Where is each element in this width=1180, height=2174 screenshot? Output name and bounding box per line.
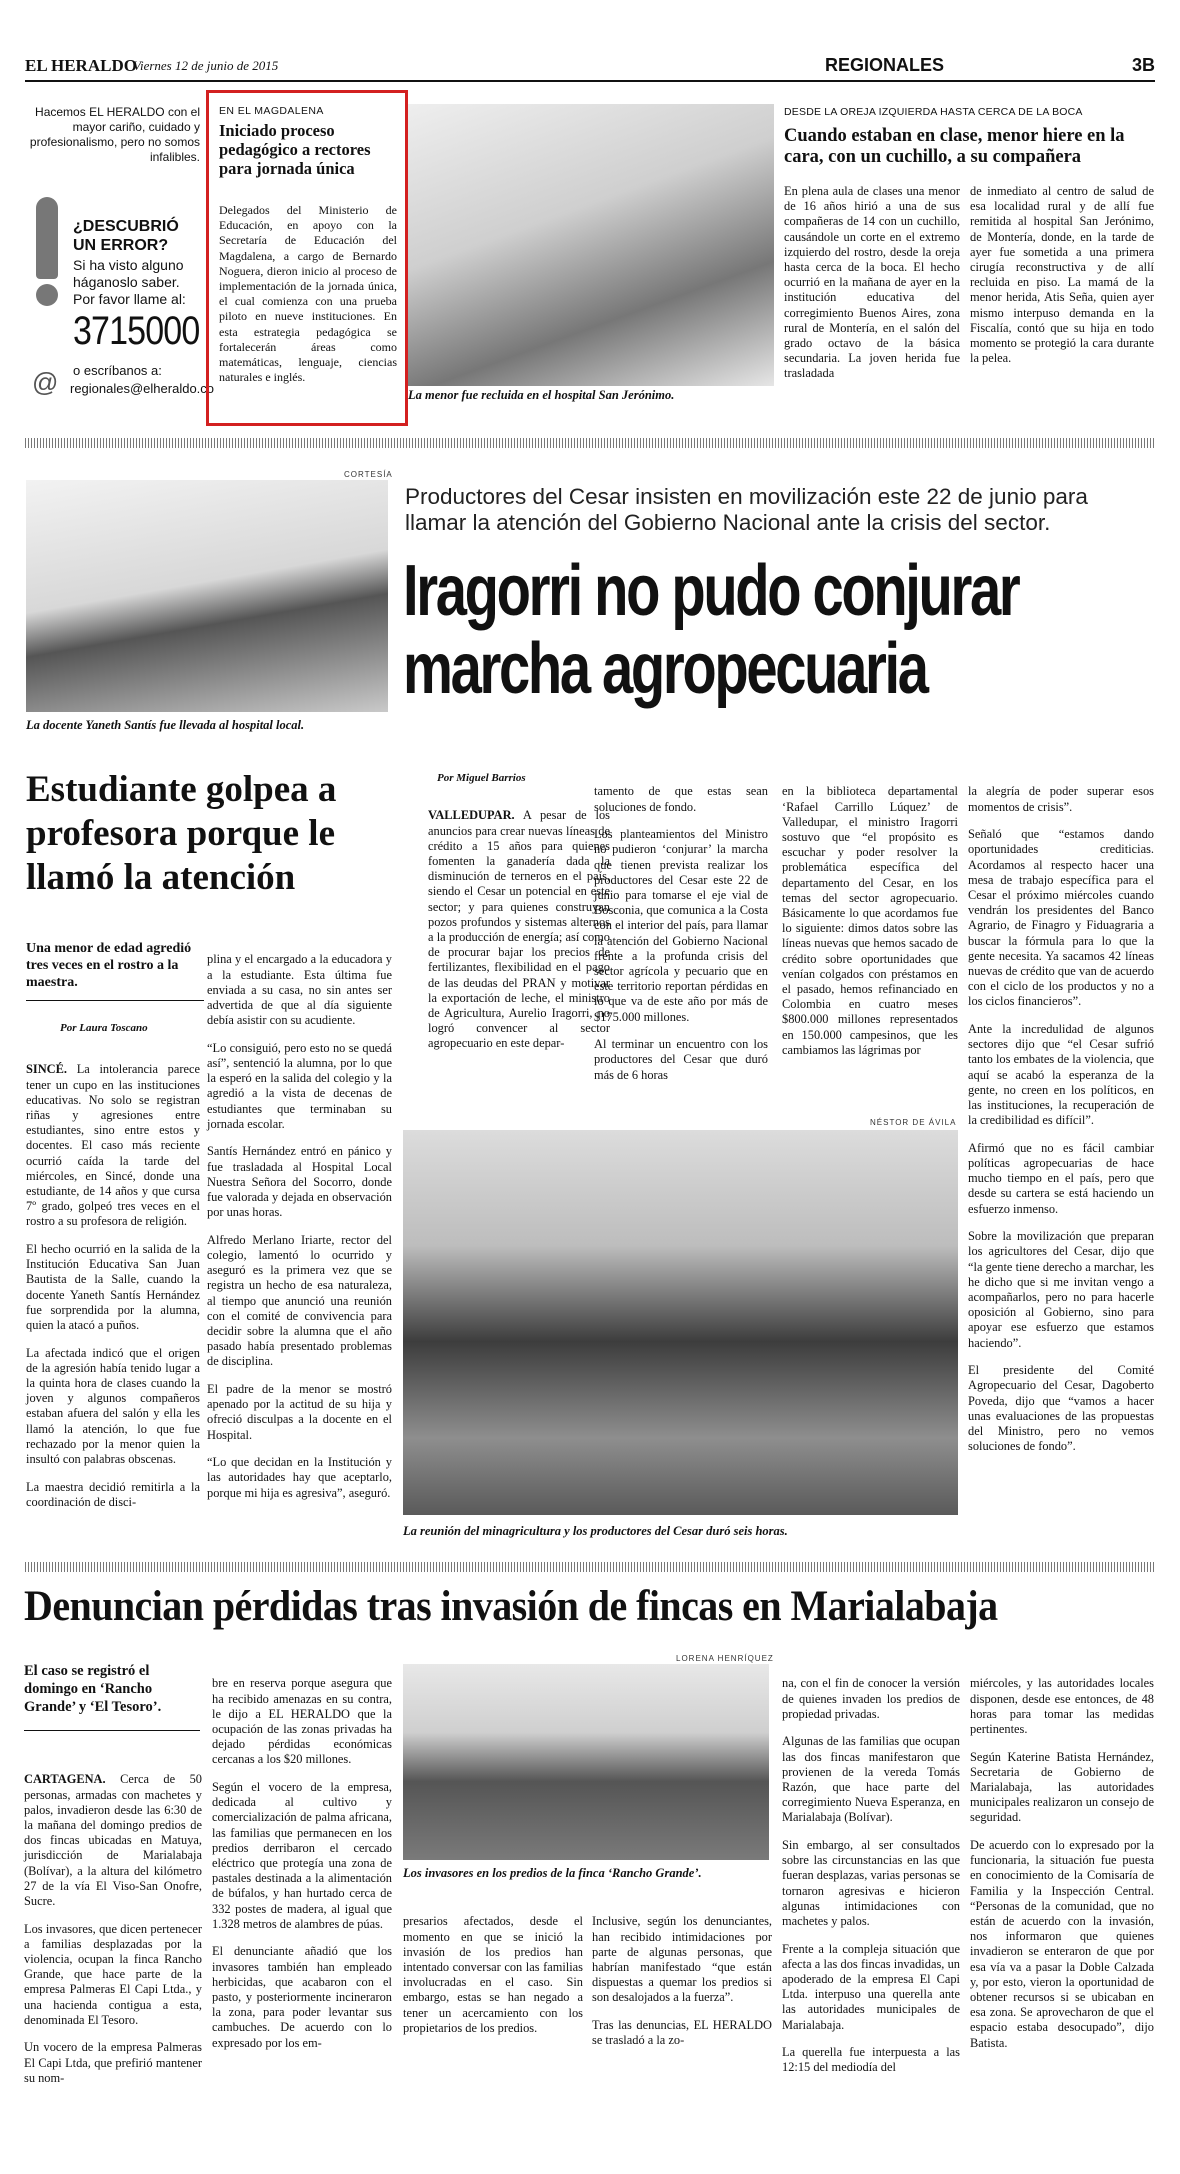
exclamation-icon bbox=[36, 197, 60, 305]
section-divider bbox=[25, 438, 1155, 448]
masthead: EL HERALDO bbox=[25, 56, 137, 75]
section-divider-2 bbox=[25, 1562, 1155, 1572]
profesora-p3: La afectada indicó que el origen de la agresión había tenido lugar a la quinta hora de clases cuando la joven y algunos compañeros estaban afuera del salón y ella les llamó la atención, lo que fue rechazado por la menor quien la insultó con palabras obscenas. bbox=[26, 1345, 200, 1467]
email-icon: @ bbox=[32, 367, 59, 397]
marialabaja-col6 bbox=[970, 1664, 1154, 2063]
profesora-p8: Alfredo Merlano Iriarte, rector del colegio, lamentó lo ocurrido y aseguró es la primera vez que se registra un hecho de esa naturaleza, al tiempo que anunció una reunión con el comité de convivencia para decidir sobre la alumna que el año pasado había presentado problemas de disciplina. bbox=[207, 1232, 392, 1369]
marialabaja-p13: Frente a la compleja situación que afecta a las dos fincas invadidas, un apoderado de la empresa El Capi Ltda. interpuso una querella ante las autoridades municipales de Marialabaja. bbox=[782, 1941, 960, 2032]
oreja-title: Cuando estaban en clase, menor hiere en la cara, con un cuchillo, a su compañera bbox=[784, 126, 1125, 167]
errata-ask: Si ha visto alguno háganoslo saber. Por favor llame al: bbox=[73, 257, 186, 307]
magdalena-title: Iniciado proceso pedagógico a rectores para jornada única bbox=[219, 121, 371, 178]
iragorri-caption: La reunión del minagricultura y los productores del Cesar duró seis horas. bbox=[403, 1524, 788, 1538]
marialabaja-p8: Inclusive, según los denunciantes, han recibido intimidaciones por parte de algunas personas, que habrían manifestado “que están dispuestas a quemar los predios si son desalojados a la fuerza”. bbox=[592, 1914, 772, 2005]
iragorri-title: Iragorri no pudo conjurar marcha agropecuaria bbox=[403, 551, 1019, 709]
marialabaja-p16: Según Katerine Batista Hernández, Secretaria de Gobierno de Marialabaja, las autoridades municipales realizaron un consejo de seguridad. bbox=[970, 1749, 1154, 1825]
profesora-summary: Una menor de edad agredió tres veces en el rostro a la maestra. bbox=[26, 941, 192, 990]
errata-email-prefix: o escríbanos a: bbox=[73, 363, 162, 378]
iragorri-byline: Por Miguel Barrios bbox=[437, 772, 526, 784]
oreja-caption: La menor fue recluida en el hospital San Jerónimo. bbox=[408, 388, 675, 402]
marialabaja-p5: Según el vocero de la empresa, dedicada al cultivo y comercialización de palma africana, las familias que permanecen en los predios derribaron el cercado eléctrico que protegía una zona de pastales destinada a la alimentación de búfalos, y han hurtado cerca de 332 postes de madera, al igual que 1.328 metros de alambres de púas. bbox=[212, 1780, 392, 1931]
profesora-caption: La docente Yaneth Santís fue llevada al hospital local. bbox=[26, 718, 305, 732]
iragorri-col2 bbox=[594, 772, 768, 1095]
profesora-credit: CORTESÍA bbox=[344, 470, 393, 479]
marialabaja-col1 bbox=[24, 1760, 202, 2098]
profesora-summary-rule bbox=[26, 1000, 204, 1001]
profesora-photo bbox=[26, 480, 388, 712]
marialabaja-col4 bbox=[592, 1902, 772, 2061]
errata-phone: 3715000 bbox=[73, 309, 200, 353]
header-rule bbox=[25, 80, 1155, 82]
marialabaja-caption: Los invasores en los predios de la finca ‘Rancho Grande’. bbox=[403, 1866, 702, 1880]
iragorri-col4 bbox=[968, 772, 1154, 1467]
iragorri-p6: la alegría de poder superar esos momentos de crisis”. bbox=[968, 784, 1154, 814]
iragorri-p10: Sobre la movilización que preparan los agricultores del Cesar, dijo que “la gente tiene derecho a marchar, les he dicho que si me invitan vengo a acompañarlos, pero no para hacerle oposición al Gobierno, sino para apoyar ese esfuerzo que estamos haciendo”. bbox=[968, 1229, 1154, 1350]
iragorri-deck: Productores del Cesar insisten en movilización este 22 de junio para llamar la atención del Gobierno Nacional ante la crisis del sector. bbox=[405, 484, 1088, 535]
errata-intro: Hacemos EL HERALDO con el mayor cariño, cuidado y profesionalismo, pero no somos infalibles. bbox=[29, 105, 200, 164]
profesora-p1: La intolerancia parece tener un cupo en las instituciones educativas. No solo se registran riñas y agresiones entre estudiantes, sino entre estos y docentes. El caso más reciente ocurrió caída la tarde del miércoles, en Sincé, donde una estudiante, de 14 años y que cursa 7º grado, golpeó tres veces en el rostro a su profesora de religión. bbox=[26, 1062, 200, 1229]
iragorri-col1 bbox=[428, 796, 610, 1064]
oreja-kicker: DESDE LA OREJA IZQUIERDA HASTA CERCA DE LA BOCA bbox=[784, 106, 1083, 118]
marialabaja-p10: na, con el fin de conocer la versión de quienes invaden los predios de propiedad privadas. bbox=[782, 1676, 960, 1721]
oreja-col2: de inmediato al centro de salud de esa localidad rural y de allí fue remitida al hospital San Jerónimo, de Montería, donde, en la tarde de ayer fue sometida a una primera cirugía reconstructiva y de allí recluida en piso. La mamá de la menor herida, Atis Seña, quien ayer mismo interpuso demanda en la Fiscalía, contó que su hija en todo momento se protegió la cara durante la pelea. bbox=[970, 184, 1154, 366]
errata-question: ¿DESCUBRIÓ UN ERROR? bbox=[73, 218, 179, 254]
marialabaja-title: Denuncian pérdidas tras invasión de fincas en Marialabaja bbox=[24, 1583, 998, 1630]
iragorri-credit: NÉSTOR DE ÁVILA bbox=[870, 1118, 957, 1127]
marialabaja-p2: Los invasores, que dicen pertenecer a familias desplazadas por la violencia, ocupan la finca Rancho Grande, que hace parte de la empresa Palmeras El Capi Ltda., y una hacienda contigua a esta, denominada El Tesoro. bbox=[24, 1921, 202, 2027]
marialabaja-p6: El denunciante añadió que los invasores también han empleado herbicidas, que acabaron con el pasto, y posteriormente incineraron la zona, para poder levantar sus cambuches. De acuerdo con lo expresado por los em- bbox=[212, 1944, 392, 2050]
iragorri-p11: El presidente del Comité Agropecuario del Cesar, Dagoberto Poveda, dijo que “vamos a hacer unas evaluaciones de las propuestas del Ministro, pero no vemos soluciones de fondo”. bbox=[968, 1363, 1154, 1454]
profesora-byline: Por Laura Toscano bbox=[60, 1022, 148, 1034]
errata-email: regionales@elheraldo.co bbox=[70, 381, 215, 396]
marialabaja-col2 bbox=[212, 1664, 392, 2063]
marialabaja-p12: Sin embargo, al ser consultados sobre las circunstancias en las que fueran desplazas, varias personas se tornaron agresivas e hicieron algunas intimidaciones con machetes y palos. bbox=[782, 1838, 960, 1929]
marialabaja-p1: Cerca de 50 personas, armadas con machetes y palos, invadieron desde las 6:30 de la mañana del domingo predios de dos fincas ubicadas en Matuya, jurisdicción de Marialabaja (Bolívar), a la altura del kilómetro 27 de la vía El Viso-San Onofre, Sucre. bbox=[24, 1772, 202, 1909]
iragorri-p5: en la biblioteca departamental ‘Rafael Carrillo Lúquez’ de Valledupar, el ministro Iragorri sostuvo que “el propósito es escuchar y poder resolver la problemática específica del departamento del Cesar, en los temas del sector agropecuario. Básicamente lo que acordamos fue lo siguiente: dimos datos sobre las líneas nuevas que hemos sacado de crédito sobre oportunidades que venían colgados con préstamos en el pasado, hemos refinanciado en Colombia en cuatro meses $800.000 millones representados en 150.000 campesinos, que les cambiamos las lágrimas por bbox=[782, 784, 958, 1057]
profesora-p10: “Lo que decidan en la Institución y las autoridades hay que aceptarlo, porque mi hija es agresiva”, aseguró. bbox=[207, 1455, 392, 1500]
magdalena-body: Delegados del Ministerio de Educación, en apoyo con la Secretaría de Educación del Magdalena, a cargo de Bernardo Noguera, dieron inicio al proceso de implementación de la jornada única, el cual comienza con una prueba piloto en nueve instituciones. En esta estrategia pedagógica se fortalecerán áreas como matemáticas, lenguaje, ciencias naturales e inglés. bbox=[219, 203, 397, 385]
iragorri-p8: Ante la incredulidad de algunos sectores dijo que “el Cesar sufrió tanto los embates de la violencia, que aquí se acabó la esperanza de la gente, no creen en los políticos, en las instituciones, la recuperación de la credibilidad es difícil”. bbox=[968, 1022, 1154, 1128]
profesora-title: Estudiante golpea a profesora porque le llamó la atención bbox=[26, 769, 337, 898]
oreja-photo bbox=[408, 104, 774, 386]
iragorri-col3 bbox=[782, 772, 958, 1070]
marialabaja-p9: Tras las denuncias, EL HERALDO se trasladó a la zo- bbox=[592, 2018, 772, 2048]
oreja-col1: En plena aula de clases una menor de 16 años hirió a una de sus compañeras de 14 con un cuchillo, causándole un corte en el extremo izquierdo del rostro, desde la oreja hasta cerca de la boca. El hecho ocurrió en la mañana de ayer en la institución educativa del corregimiento Buenos Aires, zona rural de Montería, en el salón del grado octavo de la básica secundaria. La joven herida fue trasladada bbox=[784, 184, 960, 381]
marialabaja-p11: Algunas de las familias que ocupan las dos fincas manifestaron que provienen de la vereda Tomás Razón, que hace parte del corregimiento Nueva Esperanza, en Marialabaja (Bolívar). bbox=[782, 1734, 960, 1825]
profesora-col1 bbox=[26, 1050, 200, 1522]
iragorri-p1: A pesar de los anuncios para crear nuevas líneas de crédito a 15 años para quienes fomenten la ganadería dada la disminución de terneros en el país, siendo el Cesar un potencial en este sector; y para quienes construyan pozos profundos y sistemas alternos a la producción de energía; así como de procurar bajar los precios de fertilizantes, flexibilidad en el pago de las deudas del PRAN y motivar la exportación de leche, el ministro de Agricultura, Aurelio Iragorri, no logró convencer al sector agropecuario en este depar- bbox=[428, 808, 610, 1051]
marialabaja-credit: LORENA HENRÍQUEZ bbox=[676, 1654, 774, 1663]
iragorri-p2: tamento de que estas sean soluciones de fondo. bbox=[594, 784, 768, 814]
iragorri-dateline: VALLEDUPAR. bbox=[428, 808, 515, 823]
profesora-p5: plina y el encargado a la educadora y a la estudiante. Esta última fue enviada a su casa, no sin antes ser advertida de que al día siguiente debía asistir con su acudiente. bbox=[207, 952, 392, 1028]
marialabaja-dateline: CARTAGENA. bbox=[24, 1772, 106, 1787]
marialabaja-col3 bbox=[403, 1902, 583, 2048]
iragorri-p7: Señaló que “estamos dando oportunidades crediticias. Acordamos al respecto hacer una mesa de trabajo específica para el Cesar el próximo miércoles cuando vendrán los presidentes del Banco Agrario, de Finagro y Fiduagraria a buscar la fórmula para lo que la gente necesita. Ya sacamos 42 líneas nuevas de crédito que van de acuerdo con el ciclo de los productos y no a los ciclos financieros”. bbox=[968, 827, 1154, 1009]
profesora-p4: La maestra decidió remitirla a la coordinación de disci- bbox=[26, 1479, 200, 1509]
marialabaja-summary-rule bbox=[24, 1730, 200, 1731]
marialabaja-p15: miércoles, y las autoridades locales disponen, desde ese entonces, de 48 horas para tomar las medidas pertinentes. bbox=[970, 1676, 1154, 1736]
marialabaja-p17: De acuerdo con lo expresado por la funcionaria, la situación fue puesta en conocimiento de la Comisaría de Familia y la Inspección Central. “Personas de la comunidad, que no están de acuerdo con la invasión, nos informaron que quienes invadieron se enteraron de que por esa vía va a pasar la Doble Calzada y, por esto, vieron la oportunidad de obtener recursos si se ubicaban en esa zona. Se aprovecharon de que el espacio estaba desocupado”, dijo Batista. bbox=[970, 1838, 1154, 2050]
profesora-p6: “Lo consiguió, pero esto no se quedá así”, sentenció la alumna, por lo que la esperó en la salida del colegio y la agredió a la vista de decenas de estudiantes que terminaban su jornada escolar. bbox=[207, 1040, 392, 1131]
iragorri-p3: Los planteamientos del Ministro no pudieron ‘conjurar’ la marcha que tienen prevista realizar los productores del Cesar este 22 de junio para tomarse el eje vial de Bosconia, que comunica a la Costa con el interior del país, para llamar la atención del Gobierno Nacional frente a la profunda crisis del sector agrícola y pecuario que en este territorio reportan pérdidas en lo que va de este año por más de $175.000 millones. bbox=[594, 827, 768, 1024]
iragorri-p9: Afirmó que no es fácil cambiar políticas agropecuarias de hace mucho tiempo en el país, pero que desde su cartera se está haciendo un esfuerzo inmenso. bbox=[968, 1140, 1154, 1216]
marialabaja-p3: Un vocero de la empresa Palmeras El Capi Ltda, que prefirió mantener su nom- bbox=[24, 2040, 202, 2085]
marialabaja-p4: bre en reserva porque asegura que ha recibido amenazas en su contra, le dijo a EL HERALDO que la ocupación de las zonas privadas ha dejado pérdidas económicas cercanas a los $20 millones. bbox=[212, 1676, 392, 1767]
header-date: Viernes 12 de junio de 2015 bbox=[133, 58, 279, 73]
page-number: 3B bbox=[1131, 55, 1155, 75]
marialabaja-photo bbox=[403, 1664, 769, 1860]
iragorri-p4: Al terminar un encuentro con los productores del Cesar que duró más de 6 horas bbox=[594, 1037, 768, 1082]
profesora-p2: El hecho ocurrió en la salida de la Institución Educativa San Juan Bautista de la Salle, cuando la docente Yaneth Santís Hernández fue sorprendida por la alumna, quien la atacó a puños. bbox=[26, 1242, 200, 1333]
magdalena-box bbox=[206, 90, 408, 426]
section-name: REGIONALES bbox=[825, 55, 945, 75]
marialabaja-p14: La querella fue interpuesta a las 12:15 del mediodía del bbox=[782, 2045, 960, 2075]
errata-box bbox=[28, 105, 215, 405]
iragorri-photo bbox=[403, 1130, 958, 1515]
profesora-p9: El padre de la menor se mostró apenado por la actitud de su hija y ofreció disculpas a la docente en el Hospital. bbox=[207, 1382, 392, 1442]
marialabaja-summary: El caso se registró el domingo en ‘Rancho Grande’ y ‘El Tesoro’. bbox=[24, 1663, 162, 1715]
magdalena-kicker: EN EL MAGDALENA bbox=[219, 105, 324, 117]
marialabaja-col5 bbox=[782, 1664, 960, 2088]
marialabaja-p7: presarios afectados, desde el momento en que se inició la invasión de los predios han intentado conversar con las familias involucradas en el caso. Sin embargo, estas se han negado a tener un acercamiento con los propietarios de los predios. bbox=[403, 1914, 583, 2035]
profesora-dateline: SINCÉ. bbox=[26, 1062, 67, 1077]
profesora-p7: Santís Hernández entró en pánico y fue trasladada al Hospital Local Nuestra Señora del Socorro, donde fue valorada y dejada en observación por unas horas. bbox=[207, 1144, 392, 1220]
page-header bbox=[25, 52, 1155, 82]
profesora-col2 bbox=[207, 940, 392, 1513]
